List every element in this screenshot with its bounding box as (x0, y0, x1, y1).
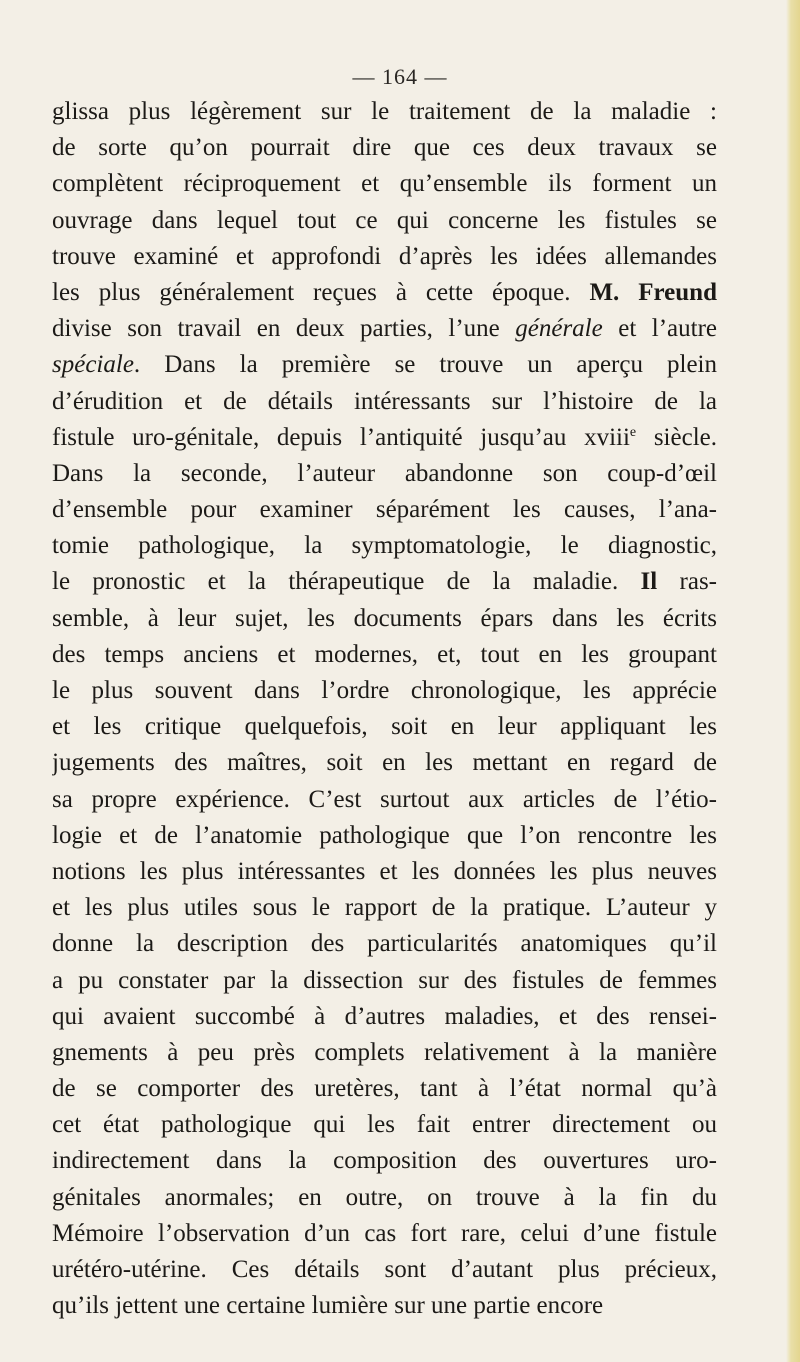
text-line (52, 1288, 717, 1324)
body-text (52, 94, 717, 1324)
text-line (52, 347, 717, 383)
text-line (52, 311, 717, 347)
text-segment: complètent réciproquement et qu’ensemble ils forment un (52, 170, 717, 198)
text-line (52, 926, 717, 962)
text-line (52, 130, 717, 166)
text-segment: semble, à leur sujet, les documents épars dans les écrits (52, 604, 717, 632)
text-line (52, 1252, 717, 1288)
text-segment: qui avaient succombé à d’autres maladies, et des rensei- (52, 1002, 717, 1030)
text-segment: tomie pathologique, la symptomatologie, le diagnostic, (52, 532, 717, 560)
text-segment: ouvrage dans lequel tout ce qui concerne les fistules se (52, 206, 717, 234)
text-segment: d’érudition et de détails intéressants sur l’histoire de la (52, 387, 717, 415)
text-segment: et les plus utiles sous le rapport de la pratique. L’auteur y (52, 894, 717, 922)
text-segment: de se comporter des uretères, tant à l’état normal qu’à (52, 1075, 717, 1103)
text-line (52, 1071, 717, 1107)
page-edge (786, 0, 800, 1362)
text-segment: d’ensemble pour examiner séparément les causes, l’ana- (52, 496, 717, 524)
text-segment: le pronostic et la thérapeutique de la maladie. (52, 568, 641, 596)
text-segment: indirectement dans la composition des ouvertures uro- (52, 1147, 717, 1175)
text-line (52, 818, 717, 854)
text-segment: donne la description des particularités anatomiques qu’il (52, 930, 717, 958)
page-number: — 164 — (352, 64, 448, 89)
text-segment: le plus souvent dans l’ordre chronologique, les apprécie (52, 677, 717, 704)
text-line (52, 999, 717, 1035)
text-segment: les plus généralement reçues à cette époque. (52, 278, 590, 306)
text-line (52, 528, 717, 564)
text-segment: qu’ils jettent une certaine lumière sur une partie encore (52, 1292, 604, 1320)
text-line (52, 239, 717, 275)
text-segment: Il (640, 568, 658, 596)
text-line (52, 1216, 717, 1252)
text-segment: sa propre expérience. C’est surtout aux articles de l’étio- (52, 785, 717, 813)
text-line (52, 275, 717, 311)
text-segment: a pu constater par la dissection sur des fistules de femmes (52, 966, 717, 994)
text-line (52, 890, 717, 926)
text-line (52, 745, 717, 781)
text-segment: et les critique quelquefois, soit en leur appliquant les (52, 713, 717, 741)
text-line (52, 1107, 717, 1143)
text-segment: Dans la seconde, l’auteur abandonne son coup-d’œil (52, 459, 717, 487)
text-segment: urétéro-utérine. Ces détails sont d’autant plus précieux, (52, 1256, 717, 1283)
text-line (52, 637, 717, 673)
text-line (52, 492, 717, 528)
text-segment: ras- (657, 568, 717, 596)
text-line (52, 1180, 717, 1216)
text-line (52, 854, 717, 890)
text-line (52, 203, 717, 239)
text-line (52, 1035, 717, 1071)
text-line (52, 456, 717, 492)
text-segment: cet état pathologique qui les fait entrer directement ou (52, 1111, 717, 1139)
text-segment: . Dans la première se trouve un aperçu plein (133, 351, 717, 379)
text-line (52, 673, 717, 709)
text-segment: trouve examiné et approfondi d’après les idées allemandes (52, 242, 717, 270)
text-segment: gnements à peu près complets relativement à la manière (52, 1038, 717, 1066)
text-line (52, 166, 717, 202)
text-line (52, 963, 717, 999)
text-segment: générale (515, 315, 603, 343)
text-segment: génitales anormales; en outre, on trouve à la fin du (52, 1183, 717, 1211)
text-segment: des temps anciens et modernes, et, tout en les groupant (52, 640, 717, 668)
text-line (52, 94, 717, 130)
text-line (52, 564, 717, 600)
text-segment: de sorte qu’on pourrait dire que ces deux travaux se (52, 134, 717, 162)
text-segment: notions les plus intéressantes et les données les plus neuves (52, 857, 717, 885)
text-line (52, 384, 717, 420)
text-segment: et l’autre (602, 315, 717, 343)
text-segment: M. Freund (589, 278, 717, 306)
text-segment: logie et de l’anatomie pathologique que l’on rencontre les (52, 821, 717, 849)
text-line (52, 601, 717, 637)
text-line (52, 782, 717, 818)
text-segment: divise son travail en deux parties, l’une (52, 315, 516, 343)
text-line (52, 420, 717, 456)
text-segment: glissa plus légèrement sur le traitement de la maladie : (52, 98, 717, 125)
text-segment: spéciale (52, 351, 134, 379)
text-segment: fistule uro-génitale, depuis l’antiquité jusqu’au xviii (52, 423, 630, 451)
text-segment: jugements des maîtres, soit en les mettant en regard de (52, 749, 717, 777)
text-segment: siècle. (636, 423, 717, 451)
text-line (52, 1143, 717, 1179)
superscript-text: e (629, 424, 637, 440)
text-segment: Mémoire l’observation d’un cas fort rare, celui d’une fistule (52, 1219, 717, 1247)
text-line (52, 709, 717, 745)
